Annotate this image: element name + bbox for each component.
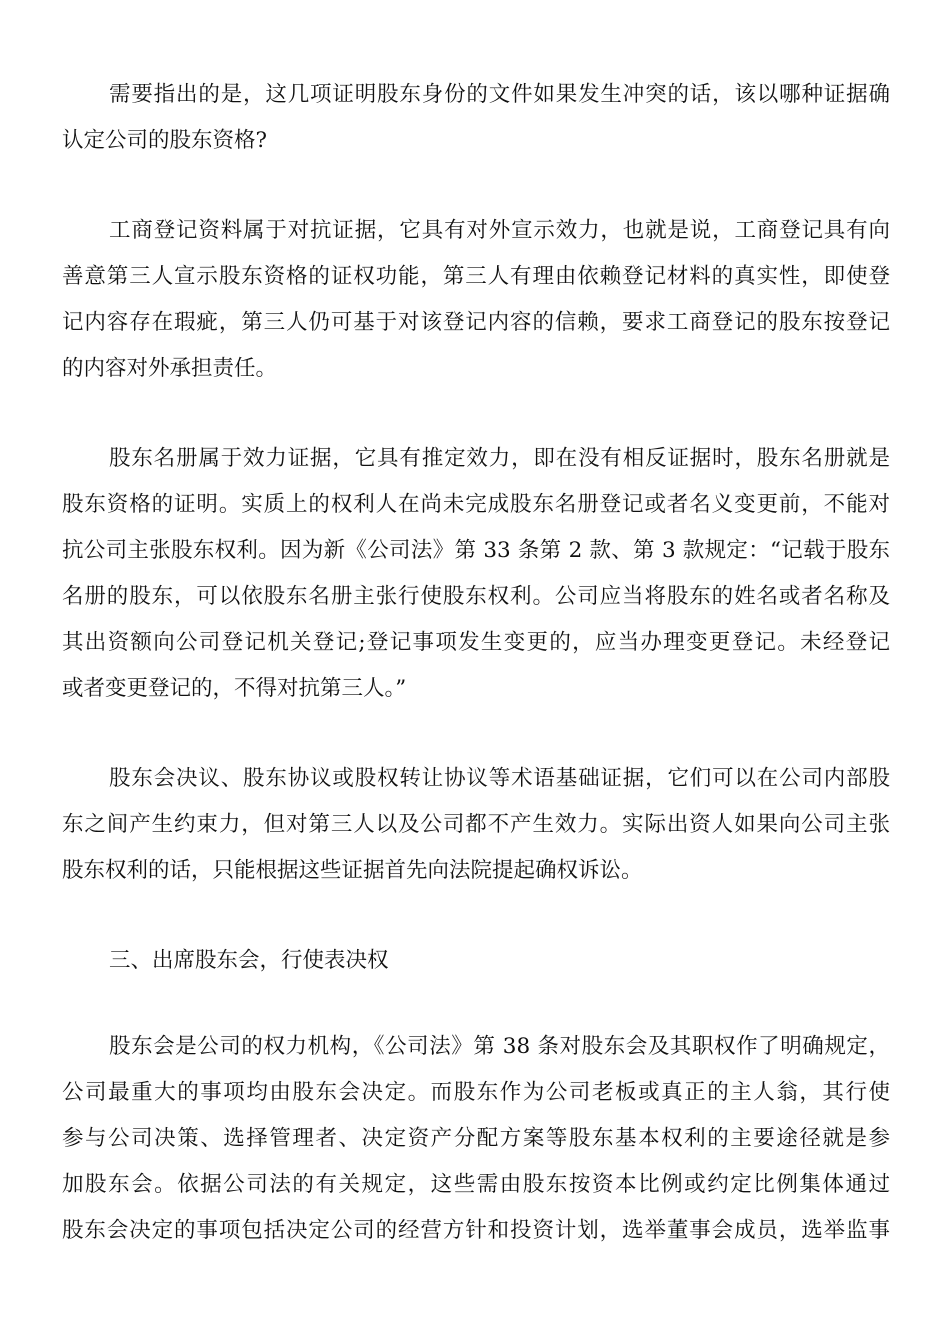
text-line: 股东会决定的事项包括决定公司的经营方针和投资计划，选举董事会成员，选举监事 — [62, 1218, 890, 1243]
text-line: 抗公司主张股东权利。因为新《公司法》第 33 条第 2 款、第 3 款规定：“记载于股东 — [62, 538, 890, 563]
section-title: 三、出席股东会，行使表决权 — [109, 948, 389, 973]
paragraph-shareholders-meeting — [62, 1024, 890, 1254]
paragraph-business-registration — [62, 208, 890, 392]
paragraph-shareholder-register — [62, 436, 890, 712]
text-line: 名册的股东，可以依股东名册主张行使股东权利。公司应当将股东的姓名或者名称及 — [62, 584, 890, 609]
text-line: 需要指出的是，这几项证明股东身份的文件如果发生冲突的话，该以哪种证据确 — [109, 82, 890, 107]
document-page — [62, 72, 890, 1298]
section-heading — [62, 938, 890, 984]
text-line: 记内容存在瑕疵，第三人仍可基于对该登记内容的信赖，要求工商登记的股东按登记 — [62, 310, 890, 335]
text-line: 股东会决议、股东协议或股权转让协议等术语基础证据，它们可以在公司内部股 — [109, 766, 890, 791]
text-line: 认定公司的股东资格? — [62, 128, 268, 153]
text-line: 善意第三人宣示股东资格的证权功能，第三人有理由依赖登记材料的真实性，即使登 — [62, 264, 890, 289]
text-line: 参与公司决策、选择管理者、决定资产分配方案等股东基本权利的主要途径就是参 — [62, 1126, 890, 1151]
text-line: 股东名册属于效力证据，它具有推定效力，即在没有相反证据时，股东名册就是 — [109, 446, 890, 471]
text-line: 加股东会。依据公司法的有关规定，这些需由股东按资本比例或约定比例集体通过 — [62, 1172, 890, 1197]
text-line: 其出资额向公司登记机关登记;登记事项发生变更的，应当办理变更登记。未经登记 — [62, 630, 890, 655]
text-line: 工商登记资料属于对抗证据，它具有对外宣示效力，也就是说，工商登记具有向 — [109, 218, 890, 243]
text-line: 股东资格的证明。实质上的权利人在尚未完成股东名册登记或者名义变更前，不能对 — [62, 492, 890, 517]
text-line: 或者变更登记的，不得对抗第三人。” — [62, 676, 407, 701]
text-line: 的内容对外承担责任。 — [62, 356, 278, 381]
text-line: 公司最重大的事项均由股东会决定。而股东作为公司老板或真正的主人翁，其行使 — [62, 1080, 890, 1105]
text-line: 股东权利的话，只能根据这些证据首先向法院提起确权诉讼。 — [62, 858, 643, 883]
text-line: 东之间产生约束力，但对第三人以及公司都不产生效力。实际出资人如果向公司主张 — [62, 812, 890, 837]
text-line: 股东会是公司的权力机构，《公司法》第 38 条对股东会及其职权作了明确规定， — [109, 1034, 890, 1059]
paragraph-basic-evidence — [62, 756, 890, 894]
paragraph-shareholder-conflict — [62, 72, 890, 164]
